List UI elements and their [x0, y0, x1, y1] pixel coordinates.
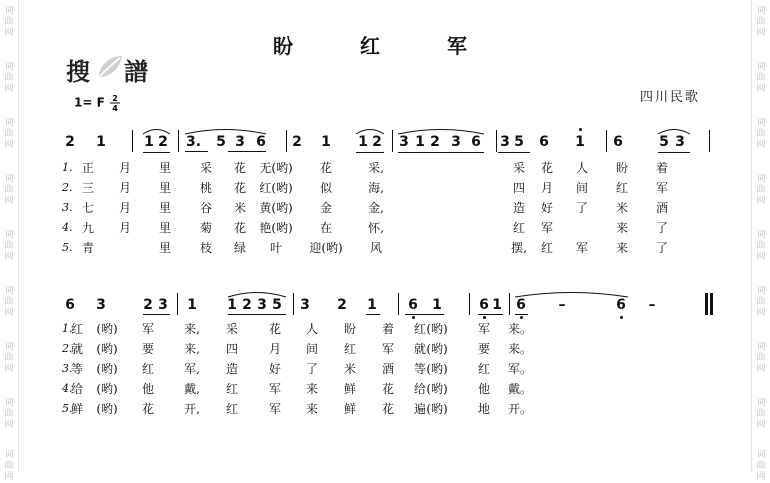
lyric-word: 红	[141, 362, 154, 376]
watermark-char: 曲	[4, 297, 14, 307]
lyric-word: 酒	[655, 201, 668, 215]
verse-number: 3.	[62, 201, 73, 214]
lyric-word: 采	[199, 161, 212, 175]
lyric-word: 了	[655, 221, 668, 235]
lyric-word: 给	[413, 382, 426, 396]
verse-number: 3.	[62, 362, 73, 375]
lyric-word: 摆,	[511, 241, 527, 255]
lyric-word: 桃	[199, 181, 212, 195]
lyric-word: 好	[540, 201, 553, 215]
note: 1	[358, 134, 368, 150]
watermark-char: 词	[4, 342, 14, 352]
note: 5	[514, 134, 524, 150]
lyric-word: (哟)	[426, 322, 448, 336]
note: 3	[158, 297, 168, 313]
lyric-word: 红	[540, 241, 553, 255]
logo-char-right: 譜	[124, 58, 148, 86]
lyric-word: 花	[540, 161, 553, 175]
lyric-word: 来,	[184, 342, 200, 356]
watermark-char: 网	[4, 84, 14, 94]
lyric-word: 月	[118, 161, 131, 175]
svg-text:2: 2	[112, 94, 118, 103]
note: 1	[432, 297, 442, 313]
lyric-word: 米	[233, 201, 246, 215]
lyric-word: 枝	[199, 241, 212, 255]
lyric-word: 红	[225, 382, 238, 396]
bar-line	[705, 293, 708, 315]
note: 2	[430, 134, 440, 150]
lyric-word: 开,	[184, 402, 200, 416]
verse-number: 5.	[62, 241, 73, 254]
lyric-word: 来。	[507, 322, 532, 336]
lyric-word: 花	[381, 402, 394, 416]
bar-line	[398, 293, 399, 315]
lyric-word: 红(哟)	[259, 181, 293, 195]
watermark-char: 网	[4, 252, 14, 262]
note: 3	[96, 297, 106, 313]
watermark-char: 曲	[756, 129, 766, 139]
note: 6	[616, 297, 626, 313]
beam-underline	[478, 314, 503, 315]
lyric-word: 了	[655, 241, 668, 255]
lyric-word: 红	[512, 221, 525, 235]
lyric-word: 了	[305, 362, 318, 376]
watermark-char: 词	[4, 118, 14, 128]
verse-number: 2.	[62, 342, 73, 355]
watermark-char: 曲	[756, 73, 766, 83]
watermark-char: 词	[4, 230, 14, 240]
lyric-word: 等	[70, 362, 83, 376]
lyric-word: 来	[615, 221, 628, 235]
lyric-word: 红	[70, 322, 83, 336]
watermark-char: 词	[756, 118, 766, 128]
lyric-word: 在	[319, 221, 332, 235]
beam-underline	[405, 314, 444, 315]
verse-number: 4.	[62, 382, 73, 395]
lyric-word: 青	[81, 241, 94, 255]
lyric-word: 采	[225, 322, 238, 336]
lyric-word: 菊	[199, 221, 212, 235]
lyric-word: 军	[477, 322, 490, 336]
lyric-word: 就	[413, 342, 426, 356]
watermark-char: 词	[4, 398, 14, 408]
lyric-word: 鲜	[343, 382, 356, 396]
lyric-word: 要	[477, 342, 490, 356]
lyric-word: 花	[381, 382, 394, 396]
lyric-line	[0, 381, 770, 399]
lyric-word: 好	[268, 362, 281, 376]
note: 3	[675, 134, 685, 150]
lyric-word: 等	[413, 362, 426, 376]
watermark-char: 曲	[756, 17, 766, 27]
note: 3.	[186, 134, 202, 150]
lyric-word: 他	[477, 382, 490, 396]
lyric-word: 迎(哟)	[309, 241, 343, 255]
lyric-word: 着	[655, 161, 668, 175]
lyric-word: 黄(哟)	[259, 201, 293, 215]
octave-dot-low	[483, 316, 486, 319]
note: 1	[96, 134, 106, 150]
note: 1	[187, 297, 197, 313]
watermark-char: 曲	[4, 17, 14, 27]
bar-line	[710, 293, 713, 315]
note: 6	[65, 297, 75, 313]
lyric-word: 红	[615, 181, 628, 195]
lyric-word: 艳(哟)	[259, 221, 293, 235]
note: 2	[337, 297, 347, 313]
note: 6	[479, 297, 489, 313]
note: 2	[158, 134, 168, 150]
lyric-line	[0, 341, 770, 359]
watermark-char: 词	[4, 286, 14, 296]
note: 3	[235, 134, 245, 150]
lyric-line	[0, 180, 770, 198]
lyric-word: 遍	[413, 402, 426, 416]
logo-char-left: 搜	[66, 58, 90, 86]
lyric-word: 三	[81, 181, 94, 195]
lyric-line	[0, 401, 770, 419]
note: 5	[659, 134, 669, 150]
lyric-word: (哟)	[426, 342, 448, 356]
note: 3	[300, 297, 310, 313]
lyric-word: 里	[158, 221, 171, 235]
verse-number: 5.	[62, 402, 73, 415]
lyric-word: 采	[512, 161, 525, 175]
note: 3	[399, 134, 409, 150]
slur-mark	[226, 288, 288, 298]
note: –	[648, 297, 656, 313]
beam-underline	[366, 314, 380, 315]
lyric-word: 造	[225, 362, 238, 376]
lyric-word: 军	[540, 221, 553, 235]
octave-dot-low	[520, 316, 523, 319]
bar-line	[469, 293, 470, 315]
watermark-char: 曲	[4, 241, 14, 251]
lyric-word: 着	[381, 322, 394, 336]
note: 6	[613, 134, 623, 150]
watermark-char: 词	[4, 174, 14, 184]
lyric-word: 花	[141, 402, 154, 416]
lyric-word: 鲜	[343, 402, 356, 416]
lyric-line	[0, 160, 770, 178]
lyric-word: 风	[369, 241, 382, 255]
watermark-char: 词	[4, 62, 14, 72]
bar-line	[293, 293, 294, 315]
lyric-word: 军	[268, 402, 281, 416]
lyric-word: 军	[575, 241, 588, 255]
lyric-word: 四	[512, 181, 525, 195]
lyric-word: 月	[268, 342, 281, 356]
note: 2	[372, 134, 382, 150]
lyric-word: 四	[225, 342, 238, 356]
beam-underline	[515, 314, 528, 315]
lyric-word: 花	[319, 161, 332, 175]
lyric-word: 金	[319, 201, 332, 215]
note: 1	[415, 134, 425, 150]
lyric-word: 米	[615, 201, 628, 215]
lyric-word: 来。	[507, 342, 532, 356]
lyric-word: 间	[305, 342, 318, 356]
lyric-word: 人	[575, 161, 588, 175]
lyric-word: 似	[319, 181, 332, 195]
note: 2	[242, 297, 252, 313]
lyric-word: 地	[477, 402, 490, 416]
watermark-char: 词	[756, 62, 766, 72]
verse-number: 4.	[62, 221, 73, 234]
watermark-char: 网	[756, 140, 766, 150]
lyric-word: 盼	[615, 161, 628, 175]
lyric-word: 军。	[507, 362, 532, 376]
watermark-char: 网	[756, 196, 766, 206]
watermark-char: 曲	[756, 353, 766, 363]
lyric-word: (哟)	[96, 382, 118, 396]
lyric-word: 鲜	[70, 402, 83, 416]
lyric-word: 军	[141, 322, 154, 336]
watermark-char: 曲	[4, 73, 14, 83]
song-title: 盼 红 军	[273, 34, 497, 58]
lyric-word: 来	[615, 241, 628, 255]
lyric-word: 花	[233, 181, 246, 195]
lyric-word: 里	[158, 181, 171, 195]
lyric-word: 红	[413, 322, 426, 336]
note: 6	[408, 297, 418, 313]
note: 2	[143, 297, 153, 313]
watermark-char: 网	[756, 308, 766, 318]
lyric-word: 月	[118, 221, 131, 235]
verse-number: 2.	[62, 181, 73, 194]
lyric-line	[0, 321, 770, 339]
lyric-word: (哟)	[96, 362, 118, 376]
note: 1	[227, 297, 237, 313]
bar-line	[177, 293, 178, 315]
watermark-char: 网	[4, 140, 14, 150]
note: –	[558, 297, 566, 313]
octave-dot-low	[620, 316, 623, 319]
watermark-char: 词	[756, 230, 766, 240]
lyric-word: 海,	[368, 181, 384, 195]
lyric-word: 怀,	[368, 221, 384, 235]
watermark-char: 曲	[4, 129, 14, 139]
watermark-char: 词	[4, 450, 14, 460]
note: 1	[321, 134, 331, 150]
lyric-word: 来	[305, 402, 318, 416]
bar-line	[509, 293, 510, 315]
lyric-line	[0, 220, 770, 238]
lyric-word: 谷	[199, 201, 212, 215]
watermark-char: 曲	[756, 241, 766, 251]
lyric-word: 红	[225, 402, 238, 416]
verse-number: 1.	[62, 322, 73, 335]
lyric-word: 叶	[269, 241, 282, 255]
watermark-char: 网	[756, 84, 766, 94]
note: 3	[257, 297, 267, 313]
lyric-word: 红	[477, 362, 490, 376]
lyric-word: 开。	[507, 402, 532, 416]
watermark-char: 网	[4, 196, 14, 206]
watermark-char: 词	[756, 6, 766, 16]
lyric-word: 军	[655, 181, 668, 195]
key-text: 1= F	[74, 95, 105, 110]
lyric-word: 来,	[184, 322, 200, 336]
watermark-char: 词	[756, 174, 766, 184]
watermark-char: 词	[756, 450, 766, 460]
slur-mark	[513, 288, 630, 298]
lyric-line	[0, 361, 770, 379]
lyric-word: 给	[70, 382, 83, 396]
note: 2	[65, 134, 75, 150]
note: 5	[272, 297, 282, 313]
note: 1	[367, 297, 377, 313]
lyric-word: 间	[575, 181, 588, 195]
lyric-word: 造	[512, 201, 525, 215]
watermark-char: 词	[756, 286, 766, 296]
verse-number: 1.	[62, 161, 73, 174]
lyric-word: 军	[381, 342, 394, 356]
lyric-word: 金,	[368, 201, 384, 215]
lyric-word: 里	[158, 201, 171, 215]
note: 3	[500, 134, 510, 150]
lyric-word: 了	[575, 201, 588, 215]
lyric-word: 绿	[233, 241, 246, 255]
lyric-line	[0, 200, 770, 218]
lyric-word: 里	[158, 161, 171, 175]
watermark-char: 曲	[756, 409, 766, 419]
note: 1	[575, 134, 585, 150]
watermark-char: 词	[756, 342, 766, 352]
note: 1	[492, 297, 502, 313]
lyric-word: (哟)	[96, 402, 118, 416]
note: 6	[516, 297, 526, 313]
note: 6	[471, 134, 481, 150]
watermark-char: 曲	[756, 461, 766, 471]
watermark-char: 曲	[4, 353, 14, 363]
note: 3	[451, 134, 461, 150]
lyric-word: (哟)	[96, 322, 118, 336]
watermark-char: 网	[4, 28, 14, 38]
watermark-char: 词	[4, 6, 14, 16]
svg-text:4: 4	[112, 104, 118, 112]
lyric-word: 花	[233, 161, 246, 175]
lyric-word: (哟)	[426, 362, 448, 376]
lyric-word: 来	[305, 382, 318, 396]
beam-underline	[228, 314, 286, 315]
lyric-word: (哟)	[96, 342, 118, 356]
watermark-char: 曲	[4, 409, 14, 419]
watermark-char: 网	[756, 420, 766, 430]
watermark-char: 网	[4, 420, 14, 430]
watermark-char: 词	[756, 398, 766, 408]
lyric-word: 月	[118, 201, 131, 215]
note: 5	[216, 134, 226, 150]
lyric-word: 戴,	[184, 382, 200, 396]
lyric-word: 花	[268, 322, 281, 336]
lyric-word: 正	[81, 161, 94, 175]
octave-dot-low	[412, 316, 415, 319]
lyric-word: (哟)	[426, 382, 448, 396]
watermark-char: 曲	[4, 185, 14, 195]
lyric-word: 月	[540, 181, 553, 195]
watermark-char: 曲	[756, 185, 766, 195]
note: 6	[256, 134, 266, 150]
lyric-word: 要	[141, 342, 154, 356]
lyric-word: 七	[81, 201, 94, 215]
lyric-line	[0, 240, 770, 258]
watermark-char: 曲	[756, 297, 766, 307]
lyric-word: 无(哟)	[259, 161, 293, 175]
lyric-word: 军,	[184, 362, 200, 376]
lyric-word: 人	[305, 322, 318, 336]
lyric-word: 就	[70, 342, 83, 356]
lyric-word: 九	[81, 221, 94, 235]
lyric-word: 月	[118, 181, 131, 195]
song-origin: 四川民歌	[640, 90, 701, 105]
lyric-word: 里	[158, 241, 171, 255]
watermark-char: 网	[756, 472, 766, 482]
note: 1	[144, 134, 154, 150]
watermark-char: 网	[4, 472, 14, 482]
watermark-char: 网	[756, 252, 766, 262]
watermark-char: 网	[756, 28, 766, 38]
note: 6	[539, 134, 549, 150]
watermark-char: 曲	[4, 461, 14, 471]
note: 2	[292, 134, 302, 150]
watermark-char: 网	[4, 308, 14, 318]
beam-underline	[143, 314, 170, 315]
lyric-word: 花	[233, 221, 246, 235]
lyric-word: 戴。	[507, 382, 532, 396]
lyric-word: 酒	[381, 362, 394, 376]
lyric-word: (哟)	[426, 402, 448, 416]
lyric-word: 盼	[343, 322, 356, 336]
lyric-word: 采,	[368, 161, 384, 175]
lyric-word: 米	[343, 362, 356, 376]
watermark-char: 网	[756, 364, 766, 374]
lyric-word: 红	[343, 342, 356, 356]
watermark-char: 网	[4, 364, 14, 374]
lyric-word: 军	[268, 382, 281, 396]
lyric-word: 他	[141, 382, 154, 396]
